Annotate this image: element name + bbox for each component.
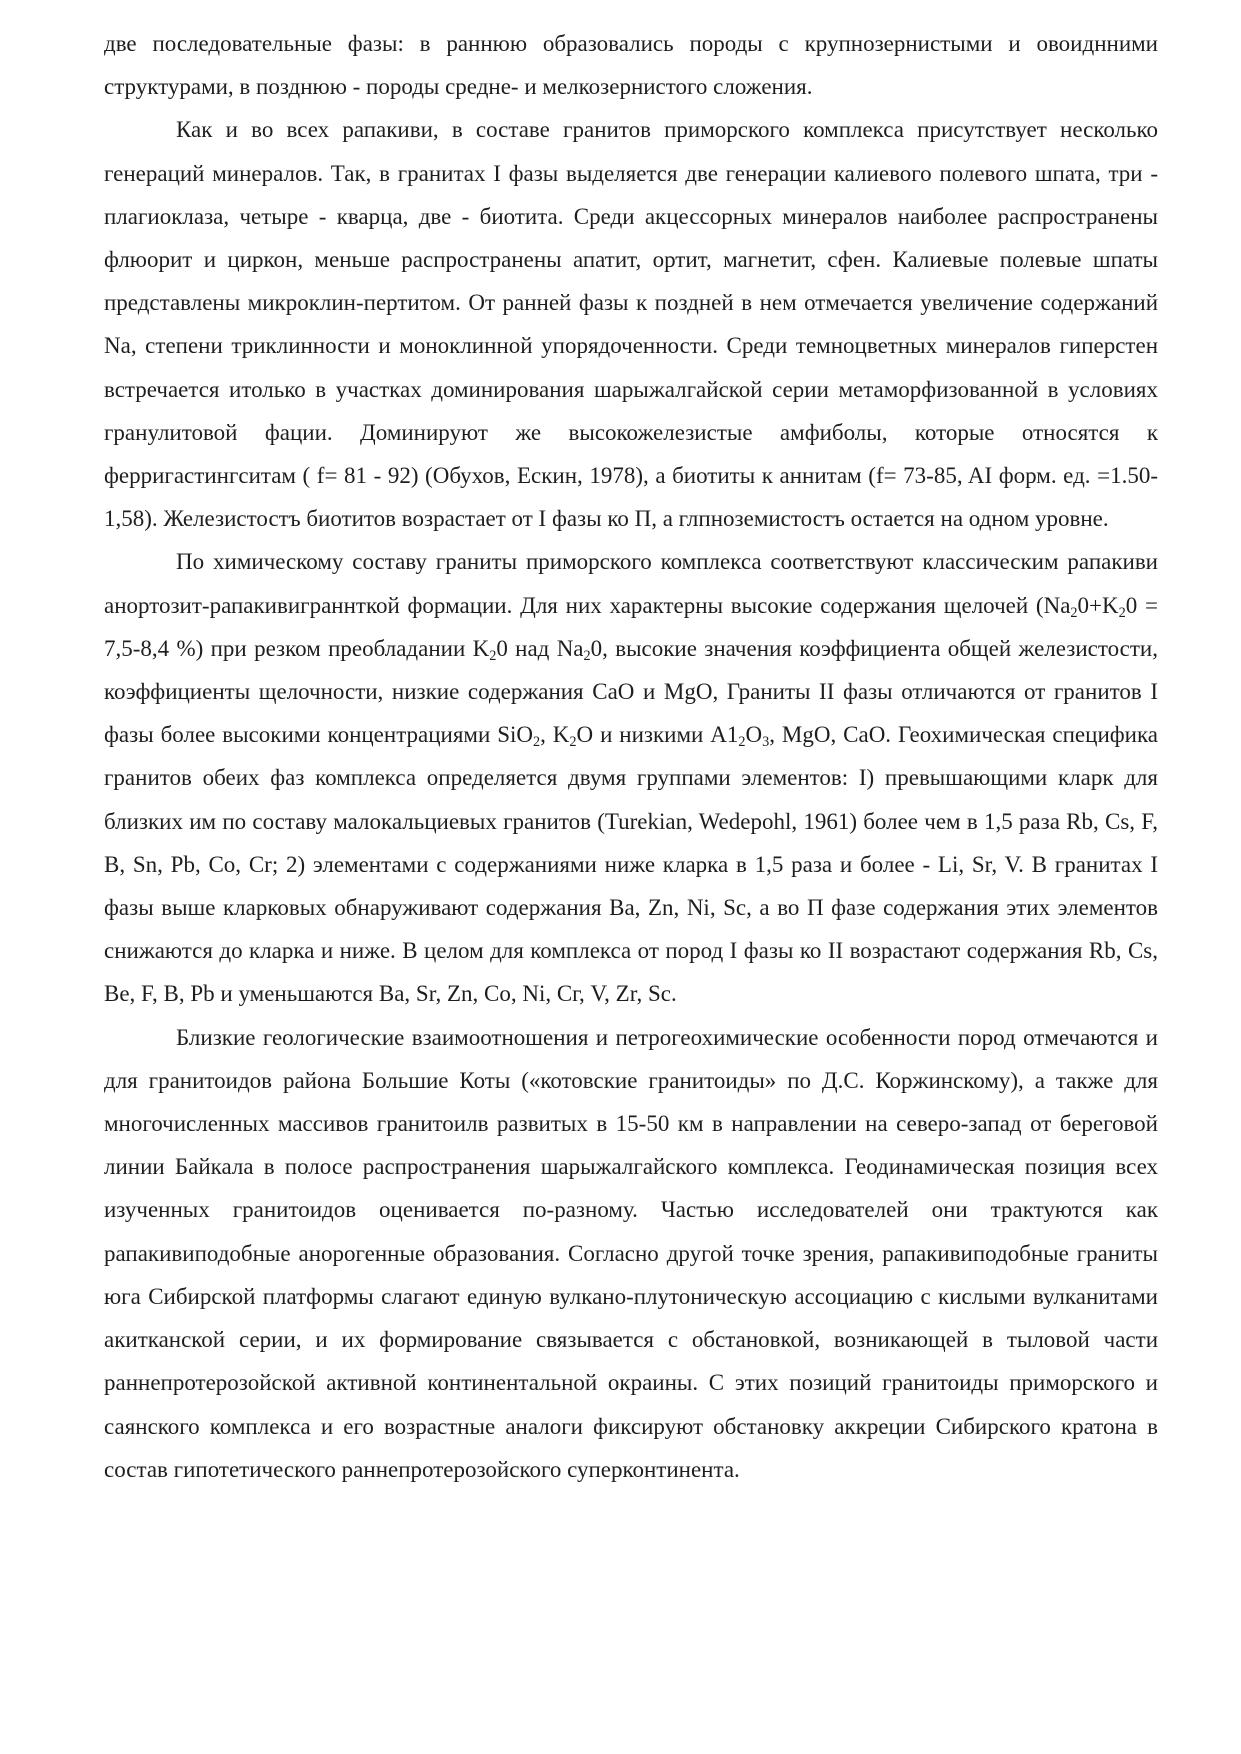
subscript-index: 2 xyxy=(489,647,497,664)
paragraph-phases-intro xyxy=(104,22,1158,108)
subscript-index: 3 xyxy=(762,734,770,751)
text-run: 0+K xyxy=(1077,592,1119,618)
document-page xyxy=(104,22,1158,1491)
text-run: две последовательные фазы: в раннюю образовались породы с крупнозернистыми и овоиднними структурами, в позднюю - породы средне- и мелкозернистого сложения. xyxy=(104,31,1158,100)
subscript-index: 2 xyxy=(533,734,541,751)
text-run: , MgO, CaO. Геохимическая специфика гранитов обеих фаз комплекса определяется двумя группами элементов: I) превышающими кларк для близких им по составу малокальциевых гранитов (Turekian, Wedepohl, 1961) более чем в 1,5 раза Rb, Cs, F, B, Sn, Pb, Co, Cr; 2) элементами с содержаниями ниже кларка в 1,5 раза и более - Li, Sr, V. В гранитах I фазы выше кларковых обнаруживают содержания Ba, Zn, Ni, Sc, а во П фазе содержания этих элементов снижаются до кларка и ниже. В целом для комплекса от пород I фазы ко II возрастают содержания Rb, Cs, Be, F, B, Pb и уменьшаются Ba, Sr, Zn, Co, Ni, Cг, V, Zr, Sc. xyxy=(104,722,1158,1007)
subscript-index: 2 xyxy=(1070,604,1078,621)
text-run: 0, высокие значения коэффициента общей железистости, коэффициенты щелочности, низкие содержания CaO и MgO, Граниты II фазы отличаются от гранитов I фазы более высокими концентрациями SiO xyxy=(104,635,1158,748)
subscript-index: 2 xyxy=(583,647,591,664)
text-run: Близкие геологические взаимоотношения и петрогеохимические особенности пород отмечаются и для гранитоидов района Большие Коты («котовские гранитоиды» по Д.С. Коржинскому), а также для многочисленных массивов гранитоилв развитых в 15-50 км в направлении на северо-запад от береговой линии Байкала в полосе распространения шарыжалгайского комплекса. Геодинамическая позиция всех изученных гранитоидов оценивается по-разному. Частью исследователей они трактуются как рапакивиподобные анорогенные образования. Согласно другой точке зрения, рапакивиподобные граниты юга Сибирской платформы слагают единую вулкано-плутоническую ассоциацию с кислыми вулканитами акитканской серии, и их формирование связывается с обстановкой, возникающей в тыловой части раннепротерозойской активной континентальной окраины. С этих позиций гранитоиды приморского и саянского комплекса и его возрастные аналоги фиксируют обстановку аккреции Сибирского кратона в состав гипотетического раннепротерозойского суперконтинента. xyxy=(104,1024,1158,1482)
text-run: Как и во всех рапакиви, в составе гранитов приморского комплекса присутствует несколько генераций минералов. Так, в гранитах I фазы выделяется две генерации калиевого полевого шпата, три - плагиоклаза, четыре - кварца, две - биотита. Среди акцессорных минералов наиболее распространены флюорит и циркон, меньше распространены апатит, ортит, магнетит, сфен. Калиевые полевые шпаты представлены микроклин-пертитом. От ранней фазы к поздней в нем отмечается увеличение содержаний Na, степени триклинности и моноклинной упорядоченности. Среди темноцветных минералов гиперстен встречается итолько в участках доминирования шарыжалгайской серии метаморфизованной в условиях гранулитовой фации. Доминируют же высокожелезистые амфиболы, которые относятся к ферригастингситам ( f= 81 - 92) (Обухов, Ескин, 1978), а биотиты к аннитам (f= 73-85, AI форм. ед. =1.50-1,58). Железистостъ биотитов возрастает от I фазы ко П, а глпноземистостъ остается на одном уровне. xyxy=(104,117,1158,532)
subscript-index: 2 xyxy=(738,734,746,751)
paragraph-mineral-generations xyxy=(104,108,1158,540)
subscript-index: 2 xyxy=(569,734,577,751)
text-run: , K xyxy=(540,722,570,748)
text-run: O и низкими A1 xyxy=(576,722,739,748)
text-run: По химическому составу граниты приморского комплекса соответствуют классическим рапакиви анортозит-рапакивиграннткой формации. Для них характерны высокие содержания щелочей (Na xyxy=(104,549,1158,618)
subscript-index: 2 xyxy=(1118,604,1126,621)
paragraph-chemical-composition xyxy=(104,540,1158,1015)
paragraph-geodynamic-position xyxy=(104,1016,1158,1491)
text-run: O xyxy=(745,722,763,748)
text-run: 0 = 7,5-8,4 %) при резком преобладании K xyxy=(104,592,1158,661)
text-run: 0 над Na xyxy=(496,635,584,661)
